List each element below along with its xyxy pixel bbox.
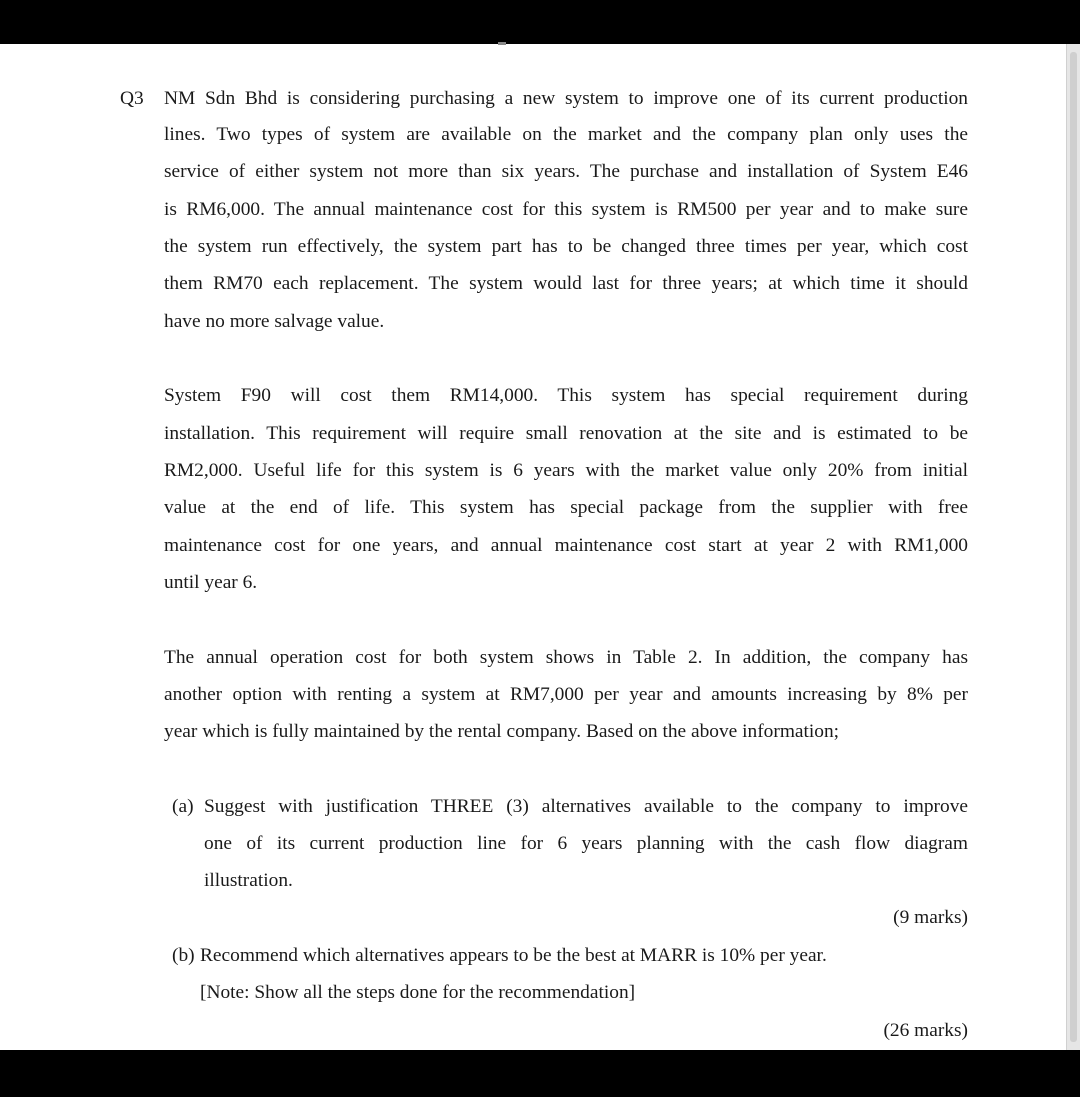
part-a-line: Suggest with justification THREE (3) alternatives available to the company to improve [204, 796, 968, 817]
paragraph-1-line: service of either system not more than six years. The purchase and installation of System E46 [164, 161, 968, 182]
paragraph-1-line: have no more salvage value. [164, 311, 385, 332]
part-b-line: [Note: Show all the steps done for the recommendation] [200, 982, 636, 1003]
paragraph-1-line: the system run effectively, the system part has to be changed three times per year, which cost [164, 236, 968, 257]
paragraph-1-line: NM Sdn Bhd is considering purchasing a new system to improve one of its current production [164, 88, 968, 109]
part-b-line: Recommend which alternatives appears to be the best at MARR is 10% per year. [200, 945, 827, 966]
part-a-label: (a) [172, 796, 194, 817]
part-b-label: (b) [172, 945, 195, 966]
scrollbar[interactable] [1066, 44, 1080, 1050]
question-number: Q3 [120, 88, 144, 109]
top-black-bar [0, 0, 1080, 44]
paragraph-1-line: lines. Two types of system are available on the market and the company plan only uses the [164, 124, 968, 145]
paragraph-2-line: System F90 will cost them RM14,000. This system has special requirement during [164, 385, 968, 406]
paragraph-2-line: RM2,000. Useful life for this system is 6 years with the market value only 20% from initial [164, 460, 968, 481]
paragraph-3-line: The annual operation cost for both system shows in Table 2. In addition, the company has [164, 647, 968, 668]
paragraph-2-line: installation. This requirement will require small renovation at the site and is estimated to be [164, 423, 968, 444]
paragraph-3-line: another option with renting a system at RM7,000 per year and amounts increasing by 8% per [164, 684, 968, 705]
part-b-marks: (26 marks) [883, 1020, 968, 1041]
paragraph-2-line: value at the end of life. This system has special package from the supplier with free [164, 497, 968, 518]
paragraph-3-line: year which is fully maintained by the rental company. Based on the above information; [164, 721, 840, 742]
page-mark [498, 42, 506, 45]
part-a-line: one of its current production line for 6 years planning with the cash flow diagram [204, 833, 968, 854]
scrollbar-thumb[interactable] [1070, 52, 1077, 1042]
part-a-marks: (9 marks) [893, 907, 968, 928]
paragraph-1-line: them RM70 each replacement. The system would last for three years; at which time it should [164, 273, 968, 294]
bottom-black-bar [0, 1050, 1080, 1097]
paragraph-2-line: until year 6. [164, 572, 258, 593]
paragraph-1-line: is RM6,000. The annual maintenance cost for this system is RM500 per year and to make sure [164, 199, 968, 220]
part-a-line: illustration. [204, 870, 293, 891]
paragraph-2-line: maintenance cost for one years, and annual maintenance cost start at year 2 with RM1,000 [164, 535, 968, 556]
